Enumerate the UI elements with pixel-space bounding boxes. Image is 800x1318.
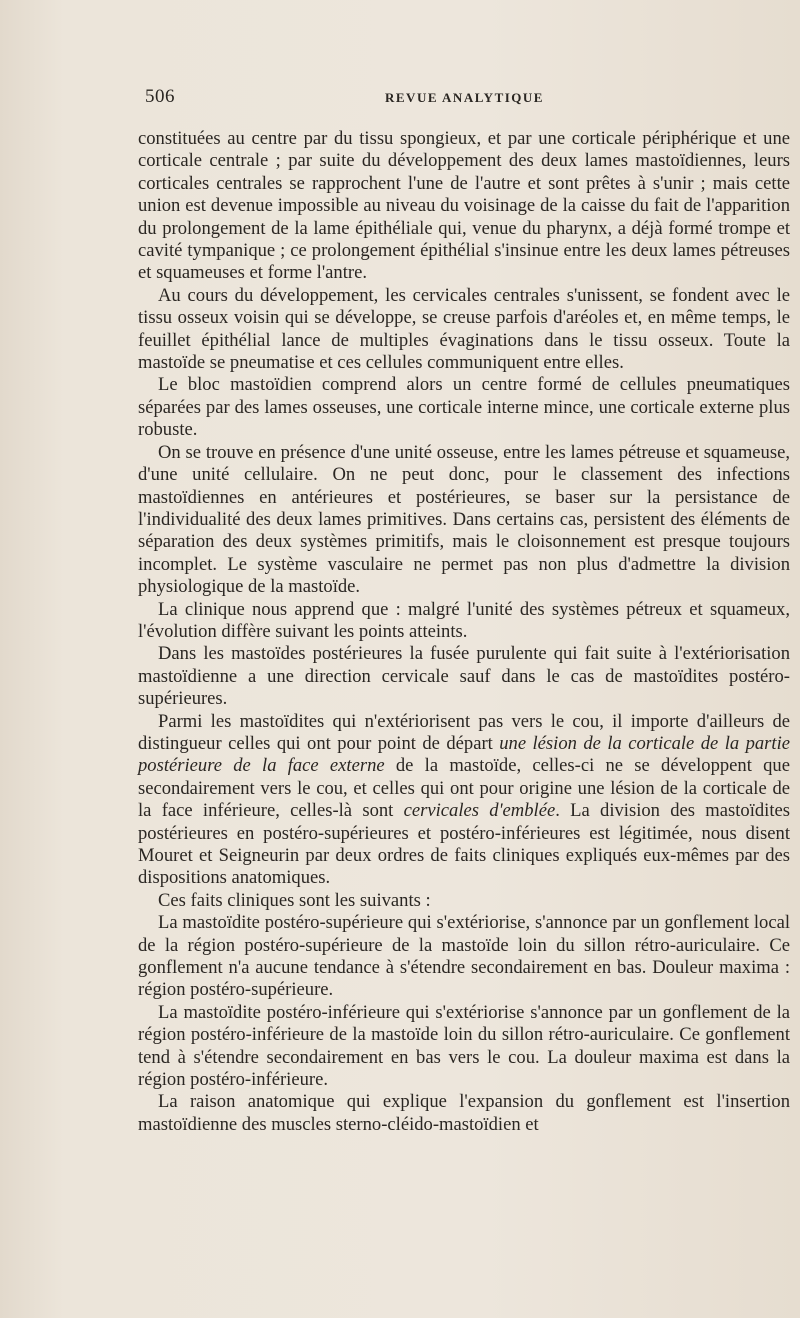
paragraph-7-text-c: . La division des mastoïdites postérieures en postéro-supérieures et postéro-inférieures est légitimée, nous disent Mouret et Seigneurin par deux ordres de faits cliniques expliqués eux-mêmes par des dispositions anatomiques. [138,800,790,889]
paragraph-2: Au cours du développement, les cervicales centrales s'unissent, se fondent avec le tissu osseux voisin qui se développe, se creuse parfois d'aréoles et, en même temps, le feuillet épithélial lance de multiples évaginations dans le tissu osseux. Toute la mastoïde se pneumatise et ces cellules communiquent entre elles. [138,284,790,374]
paragraph-7-italic-lesion: une lésion de la corticale de la partie postérieure de la face externe [138,732,790,777]
page-number: 506 [145,86,175,107]
paragraph-9: La mastoïdite postéro-supérieure qui s'extériorise, s'annonce par un gonflement local de la région postéro-supérieure de la mastoïde loin du sillon rétro-auriculaire. Ce gonflement n'a aucune tendance à s'étendre secondairement en bas. Douleur maxima : région postéro-supérieure. [138,912,790,1001]
paragraph-7 [138,711,790,890]
body-text [138,128,790,1136]
paragraph-3: Le bloc mastoïdien comprend alors un centre formé de cellules pneumatiques séparées par des lames osseuses, une corticale interne mince, une corticale externe plus robuste. [138,374,790,441]
running-head: REVUE ANALYTIQUE [385,90,544,105]
paragraph-7-text-b: de la mastoïde, celles-ci ne se développent que secondairement vers le cou, et celles qui ont pour origine une lésion de la corticale de la face inférieure, celles-là sont [138,755,790,822]
paragraph-7-italic-cervicales: cervicales d'emblée [403,800,556,822]
paragraph-6: Dans les mastoïdes postérieures la fusée purulente qui fait suite à l'extériorisation mastoïdienne a une direction cervicale sauf dans le cas de mastoïdites postéro-supérieures. [138,643,790,710]
paragraph-1: constituées au centre par du tissu spongieux, et par une corticale périphérique et une corticale centrale ; par suite du développement des deux lames mastoïdiennes, leurs corticales centrales se rapprochent l'une de l'autre et sont prêtes à s'unir ; mais cette union est devenue impossible au niveau du voisinage de la caisse du fait de l'apparition du prolongement de la lame épithéliale qui, venue du pharynx, a déjà formé trompe et cavité tympanique ; ce prolongement épithélial s'insinue entre les deux lames pétreuses et squameuses et forme l'antre. [138,128,790,284]
paragraph-10: La mastoïdite postéro-inférieure qui s'extériorise s'annonce par un gonflement de la région postéro-inférieure de la mastoïde loin du sillon rétro-auriculaire. Ce gonflement tend à s'étendre secondairement en bas vers le cou. La douleur maxima est dans la région postéro-inférieure. [138,1001,790,1091]
paragraph-11: La raison anatomique qui explique l'expansion du gonflement est l'insertion mastoïdienne des muscles sterno-cléido-mastoïdien et [138,1091,790,1135]
paragraph-7-text-a: Parmi les mastoïdites qui n'extériorisent pas vers le cou, il importe d'ailleurs de distingueur celles qui ont pour point de départ [138,710,790,754]
paragraph-4: On se trouve en présence d'une unité osseuse, entre les lames pétreuse et squameuse, d'une unité cellulaire. On ne peut donc, pour le classement des infections mastoïdiennes en antérieures et postérieures, se baser sur la persistance de l'individualité des deux lames primitives. Dans certains cas, persistent des éléments de séparation des deux systèmes primitifs, mais le cloisonnement est presque toujours incomplet. Le système vasculaire ne permet pas non plus d'admettre la division physiologique de la mastoïde. [138,441,790,598]
page-header [145,86,785,116]
paragraph-8: Ces faits cliniques sont les suivants : [158,889,431,911]
paragraph-5: La clinique nous apprend que : malgré l'unité des systèmes pétreux et squameux, l'évolution diffère suivant les points atteints. [138,598,790,642]
